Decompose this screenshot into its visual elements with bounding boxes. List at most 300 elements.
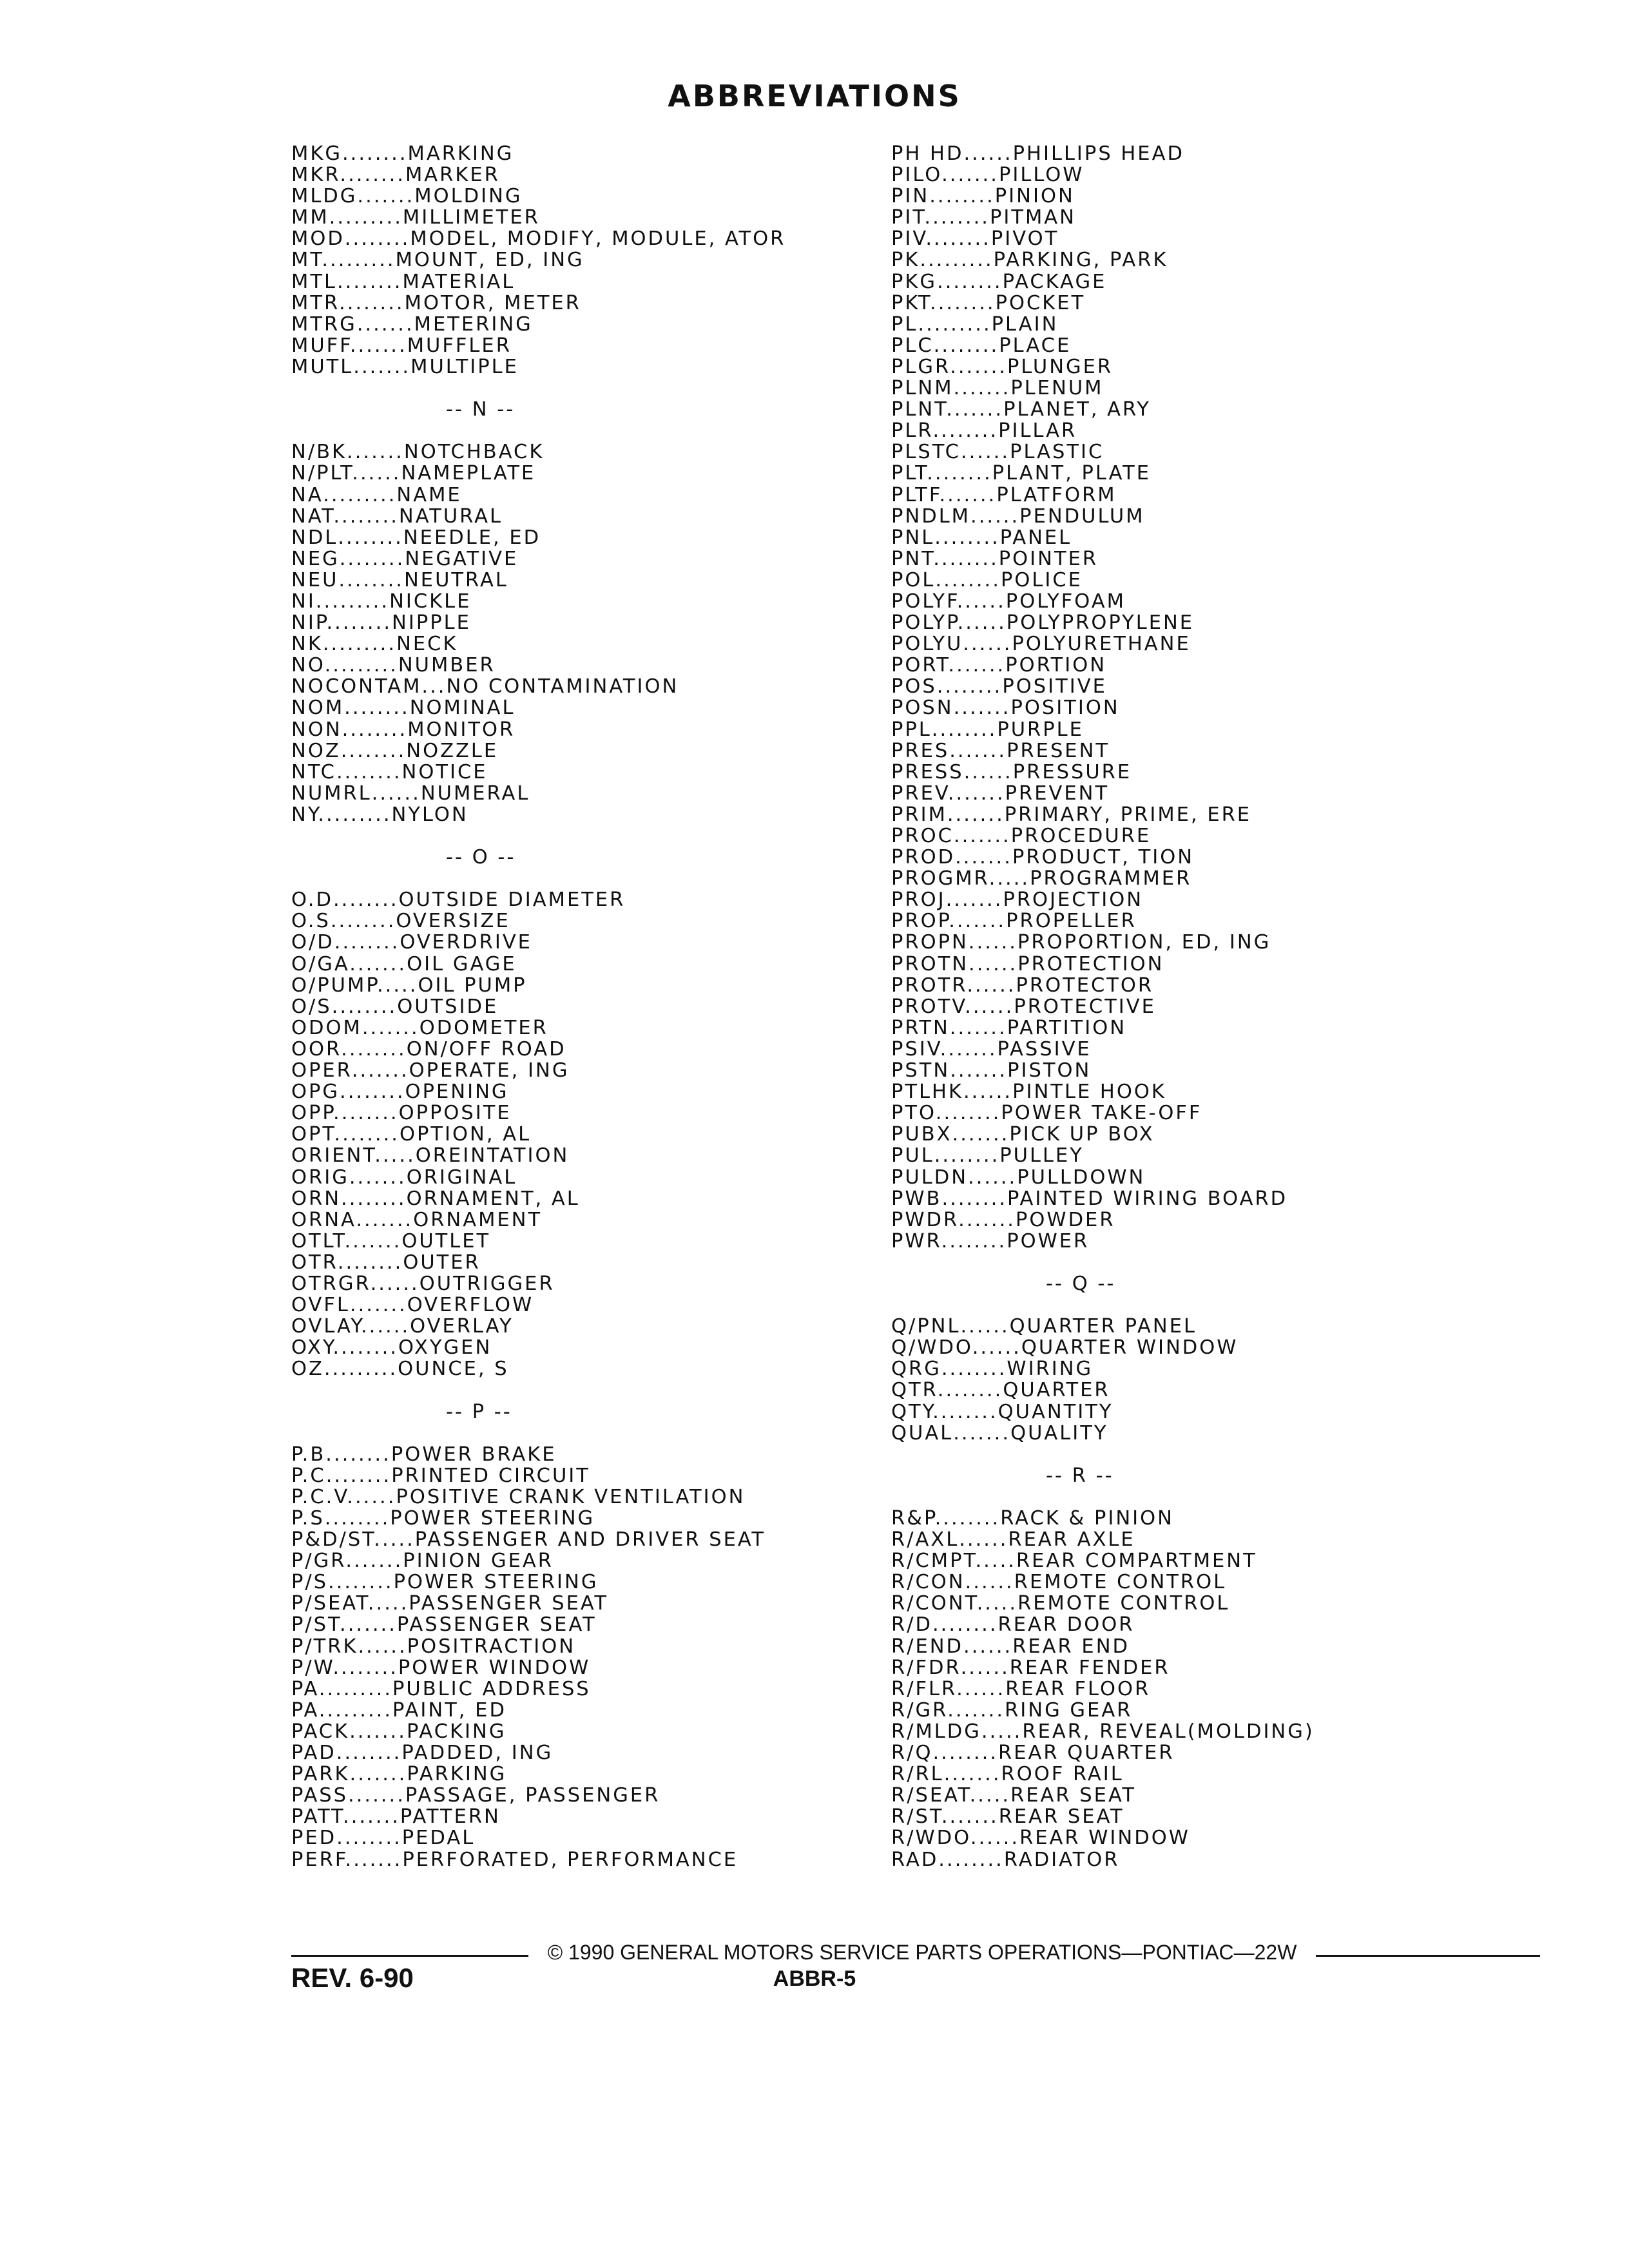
abbreviation-meaning: OPPOSITE bbox=[398, 1102, 512, 1125]
abbreviation-entry bbox=[291, 633, 786, 655]
footer-rule-left bbox=[291, 1955, 528, 1957]
page-title: ABBREVIATIONS bbox=[668, 79, 961, 113]
abbreviation-entry bbox=[891, 271, 1315, 293]
abbreviation-entry bbox=[891, 1060, 1315, 1081]
abbreviation-code: Q/WDO...... bbox=[891, 1336, 1021, 1360]
abbreviation-entry bbox=[291, 1145, 786, 1166]
abbreviation-entry bbox=[891, 1423, 1315, 1444]
abbreviation-entry bbox=[291, 1188, 786, 1209]
abbreviation-meaning: NATURAL bbox=[398, 505, 503, 528]
abbreviation-code: P/GR....... bbox=[291, 1550, 403, 1573]
abbreviation-code: ORIG....... bbox=[291, 1166, 407, 1189]
abbreviation-code: ORNA....... bbox=[291, 1208, 414, 1231]
abbreviation-code: PA......... bbox=[291, 1677, 393, 1700]
abbreviation-code: OVLAY...... bbox=[291, 1315, 410, 1338]
abbreviation-entry bbox=[891, 804, 1315, 825]
abbreviation-code: R/FLR...... bbox=[891, 1677, 1006, 1700]
abbreviation-meaning: MOUNT, ED, ING bbox=[395, 249, 584, 272]
abbreviation-entry bbox=[891, 612, 1315, 633]
abbreviation-entry bbox=[291, 1849, 786, 1870]
abbreviation-meaning: MARKING bbox=[407, 142, 514, 165]
abbreviation-meaning: PULLDOWN bbox=[1017, 1166, 1146, 1189]
abbreviation-code: Q/PNL...... bbox=[891, 1315, 1010, 1338]
abbreviation-code: POSN....... bbox=[891, 697, 1011, 720]
blank-row bbox=[891, 1294, 1315, 1316]
abbreviation-code: POLYF...... bbox=[891, 590, 1006, 613]
abbreviation-meaning: NUMERAL bbox=[420, 782, 530, 805]
abbreviation-meaning: METERING bbox=[414, 312, 533, 336]
abbreviation-entry bbox=[891, 527, 1315, 548]
abbreviation-code: PIT........ bbox=[891, 206, 990, 229]
abbreviation-code: R/Q........ bbox=[891, 1742, 999, 1765]
abbreviation-code: POLYU...... bbox=[891, 633, 1012, 656]
abbreviation-entry bbox=[291, 1337, 786, 1358]
blank-row bbox=[291, 825, 786, 847]
abbreviation-entry bbox=[891, 1700, 1315, 1721]
abbreviation-meaning: OIL GAGE bbox=[407, 952, 517, 975]
abbreviation-entry bbox=[291, 1742, 786, 1763]
abbreviation-meaning: OUTSIDE DIAMETER bbox=[398, 889, 626, 912]
abbreviation-code: OOR........ bbox=[291, 1037, 407, 1061]
abbreviation-code: PA......... bbox=[291, 1698, 393, 1722]
abbreviation-entry bbox=[291, 1273, 786, 1294]
abbreviation-code: PRTN....... bbox=[891, 1016, 1007, 1039]
abbreviation-meaning: PINTLE HOOK bbox=[1012, 1081, 1166, 1104]
abbreviation-code: QTR........ bbox=[891, 1379, 1003, 1402]
abbreviation-meaning: REMOTE CONTROL bbox=[1017, 1592, 1230, 1615]
abbreviation-entry bbox=[291, 143, 786, 164]
abbreviation-entry bbox=[291, 1209, 786, 1231]
abbreviation-code: R/CMPT..... bbox=[891, 1550, 1016, 1573]
abbreviation-entry bbox=[291, 1231, 786, 1252]
abbreviation-code: O/PUMP..... bbox=[291, 974, 418, 997]
abbreviation-code: O/D........ bbox=[291, 931, 400, 954]
right-column bbox=[891, 143, 1315, 1870]
revision-label: REV. 6-90 bbox=[291, 1963, 414, 1993]
abbreviation-entry bbox=[891, 186, 1315, 207]
abbreviation-entry bbox=[291, 1785, 786, 1806]
abbreviation-entry bbox=[891, 825, 1315, 847]
abbreviation-entry bbox=[291, 1358, 786, 1379]
abbreviation-entry bbox=[891, 1593, 1315, 1614]
abbreviation-meaning: REAR AXLE bbox=[1008, 1528, 1135, 1552]
abbreviation-entry bbox=[291, 1763, 786, 1785]
abbreviation-meaning: PITMAN bbox=[989, 206, 1076, 229]
abbreviation-meaning: PARKING bbox=[407, 1763, 507, 1786]
left-column bbox=[291, 143, 786, 1870]
abbreviation-entry bbox=[891, 1401, 1315, 1423]
abbreviation-entry bbox=[891, 1721, 1315, 1742]
abbreviation-meaning: OXYGEN bbox=[398, 1336, 492, 1360]
blank-row bbox=[891, 1252, 1315, 1273]
abbreviation-entry bbox=[891, 1209, 1315, 1231]
abbreviation-entry bbox=[891, 762, 1315, 783]
abbreviation-code: PED........ bbox=[291, 1827, 402, 1850]
abbreviation-code: NDL........ bbox=[291, 526, 403, 549]
abbreviation-entry bbox=[291, 975, 786, 996]
abbreviation-meaning: PADDED, ING bbox=[401, 1742, 554, 1765]
abbreviation-entry bbox=[891, 719, 1315, 740]
abbreviation-meaning: QUARTER PANEL bbox=[1009, 1315, 1197, 1338]
abbreviation-meaning: NOZZLE bbox=[406, 739, 499, 762]
abbreviation-meaning: PASSIVE bbox=[997, 1037, 1092, 1061]
abbreviation-code: PUL........ bbox=[891, 1144, 1000, 1168]
abbreviation-entry bbox=[291, 1593, 786, 1614]
abbreviation-code: NO......... bbox=[291, 654, 398, 677]
abbreviation-entry bbox=[891, 1102, 1315, 1124]
abbreviation-entry bbox=[291, 932, 786, 953]
abbreviation-code: R/RL....... bbox=[891, 1763, 1001, 1786]
abbreviation-code: R&P........ bbox=[891, 1507, 1001, 1530]
abbreviation-entry bbox=[291, 1294, 786, 1316]
abbreviation-meaning: OUTER bbox=[403, 1251, 481, 1274]
abbreviation-entry bbox=[291, 249, 786, 271]
abbreviation-code: OTLT....... bbox=[291, 1229, 402, 1253]
abbreviation-meaning: REAR WINDOW bbox=[1019, 1827, 1190, 1850]
abbreviation-entry bbox=[291, 954, 786, 975]
abbreviation-entry bbox=[291, 570, 786, 591]
abbreviation-meaning: PENDULUM bbox=[1019, 505, 1145, 528]
abbreviation-code: MUTL....... bbox=[291, 355, 411, 378]
abbreviation-entry bbox=[891, 1636, 1315, 1657]
abbreviation-code: O.S........ bbox=[291, 910, 396, 933]
abbreviation-code: PACK....... bbox=[291, 1720, 407, 1743]
blank-row bbox=[891, 1486, 1315, 1508]
abbreviation-meaning: PLUNGER bbox=[1007, 355, 1113, 378]
abbreviation-entry bbox=[291, 1444, 786, 1465]
abbreviation-entry bbox=[891, 335, 1315, 356]
abbreviation-meaning: MUFFLER bbox=[407, 334, 512, 357]
abbreviation-code: PIV........ bbox=[891, 227, 991, 251]
abbreviation-meaning: WIRING bbox=[1007, 1358, 1094, 1381]
abbreviation-entry bbox=[891, 441, 1315, 463]
abbreviation-meaning: PILLOW bbox=[998, 164, 1084, 187]
abbreviation-code: PNT........ bbox=[891, 547, 999, 570]
abbreviation-meaning: PASSENGER SEAT bbox=[409, 1592, 608, 1615]
abbreviation-entry bbox=[891, 164, 1315, 186]
abbreviation-entry bbox=[891, 293, 1315, 314]
abbreviation-code: R/FDR...... bbox=[891, 1656, 1010, 1679]
abbreviation-meaning: PROTECTIVE bbox=[1014, 995, 1156, 1018]
abbreviation-meaning: PINION GEAR bbox=[403, 1550, 554, 1573]
abbreviation-entry bbox=[291, 1700, 786, 1721]
abbreviation-entry bbox=[891, 1571, 1315, 1593]
abbreviation-meaning: NO CONTAMINATION bbox=[446, 675, 679, 698]
abbreviation-meaning: NUMBER bbox=[398, 654, 496, 677]
abbreviation-meaning: PLACE bbox=[999, 334, 1072, 357]
abbreviation-entry bbox=[291, 1529, 786, 1550]
abbreviation-meaning: NEEDLE, ED bbox=[403, 526, 541, 549]
abbreviation-code: PSTN....... bbox=[891, 1059, 1008, 1082]
abbreviation-entry bbox=[891, 1785, 1315, 1806]
abbreviation-meaning: POSITRACTION bbox=[407, 1635, 576, 1658]
abbreviation-meaning: NAMEPLATE bbox=[401, 462, 536, 485]
abbreviation-meaning: PROJECTION bbox=[1003, 889, 1144, 912]
abbreviation-entry bbox=[891, 1124, 1315, 1145]
abbreviation-meaning: PERFORATED, PERFORMANCE bbox=[402, 1848, 738, 1871]
abbreviation-entry bbox=[891, 1337, 1315, 1358]
abbreviation-meaning: PORTION bbox=[1005, 654, 1107, 677]
abbreviation-entry bbox=[891, 228, 1315, 249]
abbreviation-meaning: PICK UP BOX bbox=[1009, 1123, 1155, 1146]
abbreviation-meaning: OUTRIGGER bbox=[419, 1272, 555, 1295]
abbreviation-code: OPP........ bbox=[291, 1102, 399, 1125]
abbreviation-code: PK......... bbox=[891, 249, 994, 272]
abbreviation-entry bbox=[891, 910, 1315, 932]
abbreviation-code: PKT........ bbox=[891, 291, 996, 314]
abbreviation-entry bbox=[891, 1614, 1315, 1635]
abbreviation-meaning: PROCEDURE bbox=[1010, 825, 1152, 847]
abbreviation-meaning: PASSENGER AND DRIVER SEAT bbox=[414, 1528, 766, 1552]
abbreviation-meaning: NOTCHBACK bbox=[403, 441, 545, 464]
abbreviation-meaning: PURPLE bbox=[997, 718, 1084, 741]
abbreviation-entry bbox=[291, 271, 786, 293]
abbreviation-entry bbox=[291, 1167, 786, 1188]
abbreviation-code: O/GA....... bbox=[291, 952, 407, 975]
abbreviation-entry bbox=[291, 207, 786, 228]
abbreviation-entry bbox=[291, 740, 786, 762]
abbreviation-code: PLNT....... bbox=[891, 398, 1004, 421]
abbreviation-meaning: PRODUCT, TION bbox=[1012, 846, 1195, 869]
abbreviation-code: PATT....... bbox=[291, 1805, 400, 1829]
abbreviation-entry bbox=[891, 570, 1315, 591]
abbreviation-entry bbox=[891, 1742, 1315, 1763]
abbreviation-code: MT......... bbox=[291, 249, 396, 272]
abbreviation-meaning: MOTOR, METER bbox=[404, 291, 581, 314]
abbreviation-code: R/WDO...... bbox=[891, 1827, 1020, 1850]
abbreviation-entry bbox=[291, 1081, 786, 1102]
abbreviation-code: RAD........ bbox=[891, 1848, 1004, 1871]
abbreviation-entry bbox=[291, 186, 786, 207]
abbreviation-code: PLR........ bbox=[891, 419, 999, 443]
abbreviation-code: NOM........ bbox=[291, 697, 410, 720]
abbreviation-entry bbox=[891, 1231, 1315, 1252]
section-heading: -- Q -- bbox=[1046, 1272, 1116, 1295]
abbreviation-meaning: OPERATE, ING bbox=[409, 1059, 570, 1082]
abbreviation-entry bbox=[891, 249, 1315, 271]
abbreviation-code: R/ST....... bbox=[891, 1805, 999, 1829]
abbreviation-entry bbox=[291, 655, 786, 676]
abbreviation-meaning: PLANET, ARY bbox=[1003, 398, 1151, 421]
abbreviation-entry bbox=[291, 1060, 786, 1081]
abbreviation-code: P/ST....... bbox=[291, 1613, 397, 1637]
abbreviation-code: O/S........ bbox=[291, 995, 398, 1018]
abbreviation-code: OPT........ bbox=[291, 1123, 400, 1146]
footer-rule-right bbox=[1316, 1955, 1540, 1957]
abbreviation-entry bbox=[891, 655, 1315, 676]
abbreviation-entry bbox=[891, 1529, 1315, 1550]
abbreviation-code: MTRG....... bbox=[291, 312, 414, 336]
abbreviation-meaning: POSITION bbox=[1010, 697, 1120, 720]
abbreviation-meaning: POLYFOAM bbox=[1005, 590, 1126, 613]
abbreviation-meaning: NOTICE bbox=[401, 760, 488, 783]
abbreviation-code: R/MLDG..... bbox=[891, 1720, 1023, 1743]
abbreviation-meaning: PRESENT bbox=[1007, 739, 1110, 762]
abbreviation-entry bbox=[891, 954, 1315, 975]
abbreviation-code: PROC....... bbox=[891, 825, 1011, 847]
abbreviation-meaning: PACKAGE bbox=[1002, 270, 1107, 293]
abbreviation-entry bbox=[291, 463, 786, 484]
abbreviation-entry bbox=[891, 143, 1315, 164]
abbreviation-meaning: POLYPROPYLENE bbox=[1006, 611, 1195, 635]
abbreviation-meaning: QUALITY bbox=[1010, 1421, 1108, 1445]
abbreviation-meaning: PROTECTION bbox=[1017, 952, 1164, 975]
abbreviation-meaning: REAR SEAT bbox=[998, 1805, 1124, 1829]
abbreviation-code: PULDN...... bbox=[891, 1166, 1017, 1189]
abbreviation-meaning: REAR, REVEAL(MOLDING) bbox=[1022, 1720, 1315, 1743]
abbreviation-code: MLDG....... bbox=[291, 185, 415, 208]
abbreviation-meaning: POWER BRAKE bbox=[390, 1443, 557, 1466]
abbreviation-entry bbox=[291, 1571, 786, 1593]
abbreviation-entry bbox=[291, 1550, 786, 1571]
page-number: ABBR-5 bbox=[773, 1966, 856, 1991]
abbreviation-code: PRIM....... bbox=[891, 803, 1005, 826]
abbreviation-meaning: PLASTIC bbox=[1010, 441, 1104, 464]
abbreviation-entry bbox=[291, 910, 786, 932]
abbreviation-entry bbox=[891, 1657, 1315, 1678]
abbreviation-meaning: REAR FENDER bbox=[1009, 1656, 1170, 1679]
abbreviation-meaning: PAINTED WIRING BOARD bbox=[1007, 1187, 1288, 1210]
abbreviation-entry bbox=[291, 996, 786, 1017]
abbreviation-code: PTLHK...... bbox=[891, 1081, 1013, 1104]
abbreviation-meaning: PLENUM bbox=[1010, 377, 1104, 400]
abbreviation-code: NTC........ bbox=[291, 760, 402, 783]
abbreviation-entry bbox=[891, 868, 1315, 889]
abbreviation-entry bbox=[291, 1017, 786, 1039]
abbreviation-meaning: OUTLET bbox=[401, 1229, 491, 1253]
abbreviation-code: MKG........ bbox=[291, 142, 408, 165]
abbreviation-code: NY......... bbox=[291, 803, 392, 826]
abbreviation-meaning: ORIGINAL bbox=[406, 1166, 517, 1189]
abbreviation-meaning: REAR SEAT bbox=[1010, 1784, 1137, 1807]
abbreviation-code: MKR........ bbox=[291, 164, 405, 187]
section-heading: -- P -- bbox=[446, 1400, 512, 1423]
abbreviation-meaning: MOLDING bbox=[414, 185, 523, 208]
abbreviation-code: PWR........ bbox=[891, 1229, 1007, 1253]
abbreviation-code: N/BK....... bbox=[291, 441, 404, 464]
abbreviation-entry bbox=[891, 207, 1315, 228]
abbreviation-code: PASS....... bbox=[291, 1784, 405, 1807]
abbreviation-code: PROPN...... bbox=[891, 931, 1017, 954]
abbreviation-code: NA......... bbox=[291, 483, 397, 506]
abbreviation-meaning: PASSENGER SEAT bbox=[396, 1613, 597, 1637]
abbreviation-entry bbox=[891, 975, 1315, 996]
abbreviation-code: PROGMR..... bbox=[891, 867, 1030, 890]
abbreviation-entry bbox=[891, 485, 1315, 506]
abbreviation-entry bbox=[891, 697, 1315, 718]
abbreviation-meaning: POSITIVE CRANK VENTILATION bbox=[396, 1485, 746, 1508]
abbreviation-meaning: MODEL, MODIFY, MODULE, ATOR bbox=[410, 227, 786, 251]
abbreviation-code: PWDR....... bbox=[891, 1208, 1016, 1231]
abbreviation-code: NIP........ bbox=[291, 611, 392, 635]
abbreviation-meaning: MONITOR bbox=[407, 718, 516, 741]
abbreviation-code: PPL........ bbox=[891, 718, 998, 741]
abbreviation-meaning: PLATFORM bbox=[996, 483, 1117, 506]
abbreviation-meaning: NEGATIVE bbox=[405, 547, 519, 570]
abbreviation-meaning: NOMINAL bbox=[409, 697, 516, 720]
abbreviation-entry bbox=[291, 506, 786, 527]
abbreviation-code: PROJ....... bbox=[891, 889, 1003, 912]
abbreviation-meaning: POCKET bbox=[995, 291, 1086, 314]
abbreviation-entry bbox=[291, 1636, 786, 1657]
abbreviation-meaning: ON/OFF ROAD bbox=[406, 1037, 566, 1061]
abbreviation-entry bbox=[891, 1145, 1315, 1166]
abbreviation-entry bbox=[891, 591, 1315, 612]
abbreviation-code: PNDLM...... bbox=[891, 505, 1020, 528]
abbreviation-entry bbox=[891, 1849, 1315, 1870]
abbreviation-meaning: PANEL bbox=[999, 526, 1072, 549]
abbreviation-code: PREV....... bbox=[891, 782, 1005, 805]
blank-row bbox=[291, 1379, 786, 1401]
abbreviation-code: ODOM....... bbox=[291, 1016, 419, 1039]
abbreviation-code: O.D........ bbox=[291, 889, 399, 912]
abbreviation-entry bbox=[291, 164, 786, 186]
abbreviation-code: MTR........ bbox=[291, 291, 405, 314]
abbreviation-code: NEU........ bbox=[291, 568, 404, 591]
abbreviation-meaning: NICKLE bbox=[389, 590, 472, 613]
abbreviation-entry bbox=[891, 740, 1315, 762]
abbreviation-entry bbox=[891, 1678, 1315, 1700]
abbreviation-entry bbox=[291, 1124, 786, 1145]
abbreviation-code: P/W........ bbox=[291, 1656, 398, 1679]
abbreviation-entry bbox=[891, 1081, 1315, 1102]
abbreviation-code: MUFF....... bbox=[291, 334, 407, 357]
abbreviation-entry bbox=[291, 783, 786, 804]
abbreviation-entry bbox=[891, 1550, 1315, 1571]
abbreviation-meaning: PLANT, PLATE bbox=[992, 462, 1152, 485]
abbreviation-entry bbox=[291, 314, 786, 335]
abbreviation-meaning: PINION bbox=[994, 185, 1075, 208]
abbreviation-entry bbox=[891, 1316, 1315, 1337]
abbreviation-entry bbox=[291, 356, 786, 378]
abbreviation-entry bbox=[291, 1806, 786, 1827]
abbreviation-meaning: PUBLIC ADDRESS bbox=[392, 1677, 591, 1700]
abbreviation-meaning: POINTER bbox=[998, 547, 1099, 570]
abbreviation-entry bbox=[291, 1678, 786, 1700]
abbreviation-entry bbox=[891, 932, 1315, 953]
abbreviation-entry bbox=[291, 293, 786, 314]
abbreviation-code: PUBX....... bbox=[891, 1123, 1010, 1146]
abbreviation-code: POS........ bbox=[891, 675, 1003, 698]
section-heading: -- R -- bbox=[1046, 1464, 1114, 1487]
abbreviation-entry bbox=[291, 1102, 786, 1124]
abbreviation-entry bbox=[891, 314, 1315, 335]
abbreviation-code: R/AXL...... bbox=[891, 1528, 1008, 1552]
abbreviation-entry bbox=[891, 889, 1315, 910]
abbreviation-code: P/SEAT..... bbox=[291, 1592, 409, 1615]
abbreviation-entry bbox=[891, 996, 1315, 1017]
abbreviation-meaning: PROPELLER bbox=[1006, 910, 1137, 933]
abbreviation-code: PH HD...... bbox=[891, 142, 1013, 165]
abbreviation-entry bbox=[291, 1465, 786, 1486]
blank-row bbox=[891, 1444, 1315, 1465]
abbreviation-meaning: PARKING, PARK bbox=[993, 249, 1168, 272]
abbreviation-entry bbox=[891, 378, 1315, 399]
abbreviation-entry bbox=[291, 1486, 786, 1508]
abbreviation-meaning: PREVENT bbox=[1005, 782, 1110, 805]
abbreviation-meaning: PATTERN bbox=[400, 1805, 501, 1829]
abbreviation-code: PLSTC...... bbox=[891, 441, 1010, 464]
abbreviation-code: PROD....... bbox=[891, 846, 1012, 869]
abbreviation-meaning: NEUTRAL bbox=[403, 568, 508, 591]
abbreviation-meaning: OPENING bbox=[405, 1081, 509, 1104]
abbreviation-code: OTR........ bbox=[291, 1251, 403, 1274]
abbreviation-code: NEG........ bbox=[291, 547, 405, 570]
abbreviation-entry bbox=[891, 399, 1315, 420]
abbreviation-code: MM......... bbox=[291, 206, 403, 229]
abbreviation-entry bbox=[891, 676, 1315, 697]
abbreviation-entry bbox=[891, 420, 1315, 441]
